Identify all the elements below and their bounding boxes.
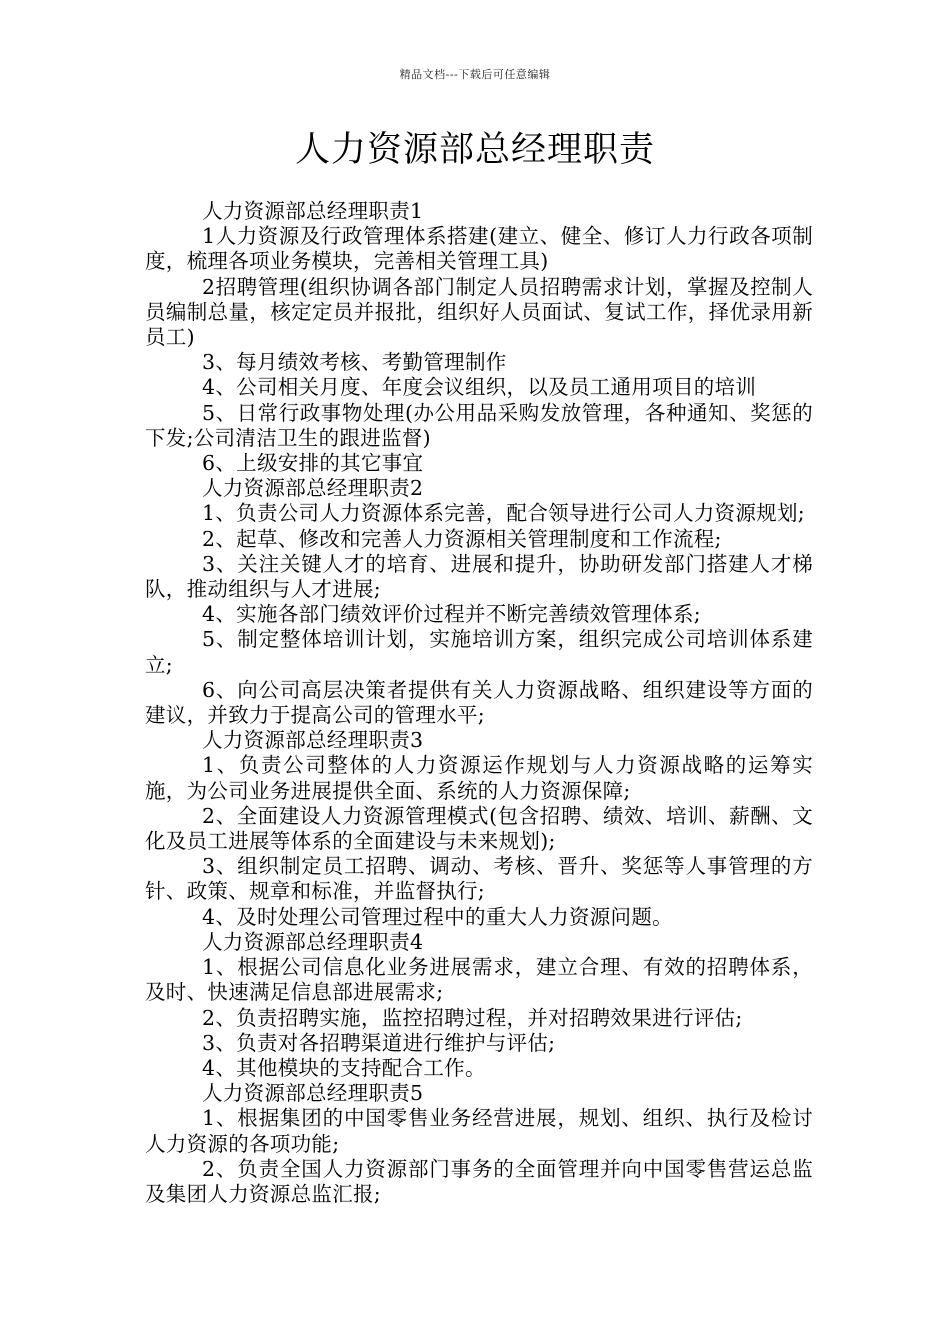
- paragraph: 2、负责招聘实施，监控招聘过程，并对招聘效果进行评估;: [202, 1005, 743, 1030]
- paragraph: 4、其他模块的支持配合工作。: [202, 1055, 486, 1080]
- paragraph: 3、负责对各招聘渠道进行维护与评估;: [202, 1030, 556, 1055]
- paragraph: 4、及时处理公司管理过程中的重大人力资源问题。: [202, 904, 673, 929]
- document-body: [145, 199, 813, 1207]
- paragraph: 3、每月绩效考核、考勤管理制作: [202, 350, 507, 375]
- document-title: 人力资源部总经理职责: [294, 130, 655, 170]
- paragraph: 3、关注关键人才的培育、进展和提升，协助研发部门搭建人才梯队，推动组织与人才进展;: [145, 551, 813, 602]
- section-heading: 人力资源部总经理职责1: [202, 199, 424, 223]
- paragraph: 2、起草、修改和完善人力资源相关管理制度和工作流程;: [202, 526, 722, 551]
- section-heading: 人力资源部总经理职责2: [202, 476, 424, 501]
- paragraph: 5、日常行政事物处理(办公用品采购发放管理，各种通知、奖惩的下发;公司清洁卫生的跟进监督): [145, 400, 813, 450]
- paragraph: 1、负责公司整体的人力资源运作规划与人力资源战略的运筹实施，为公司业务进展提供全面、系统的人力资源保障;: [145, 753, 813, 803]
- paragraph: 6、上级安排的其它事宜: [202, 451, 424, 476]
- paragraph: 2、全面建设人力资源管理模式(包含招聘、绩效、培训、薪酬、文化及员工进展等体系的全面建设与未来规划);: [145, 803, 813, 854]
- paragraph: 4、公司相关月度、年度会议组织，以及员工通用项目的培训: [202, 375, 757, 400]
- paragraph: 6、向公司高层决策者提供有关人力资源战略、组织建设等方面的建议，并致力于提高公司的管理水平;: [145, 677, 813, 728]
- section-heading: 人力资源部总经理职责3: [202, 728, 424, 753]
- section-heading: 人力资源部总经理职责5: [202, 1081, 424, 1106]
- paragraph: 1、负责公司人力资源体系完善，配合领导进行公司人力资源规划;: [202, 501, 805, 526]
- paragraph: 4、实施各部门绩效评价过程并不断完善绩效管理体系;: [202, 602, 701, 627]
- paragraph: 3、组织制定员工招聘、调动、考核、晋升、奖惩等人事管理的方针、政策、规章和标准，并监督执行;: [145, 854, 813, 904]
- paragraph: 2招聘管理(组织协调各部门制定人员招聘需求计划，掌握及控制人员编制总量，核定定员并报批，组织好人员面试、复试工作，择优录用新员工): [145, 274, 813, 350]
- section-heading: 人力资源部总经理职责4: [202, 929, 424, 954]
- paragraph: 1、根据公司信息化业务进展需求，建立合理、有效的招聘体系，及时、快速满足信息部进展需求;: [145, 955, 813, 1005]
- paragraph: 1、根据集团的中国零售业务经营进展，规划、组织、执行及检讨人力资源的各项功能;: [145, 1106, 813, 1156]
- paragraph: 5、制定整体培训计划，实施培训方案，组织完成公司培训体系建立;: [145, 627, 813, 677]
- paragraph: 1人力资源及行政管理体系搭建(建立、健全、修订人力行政各项制度，梳理各项业务模块，完善相关管理工具): [145, 224, 813, 274]
- paragraph: 2、负责全国人力资源部门事务的全面管理并向中国零售营运总监及集团人力资源总监汇报;: [145, 1156, 813, 1206]
- header-note: 精品文档---下载后可任意编辑: [399, 68, 551, 81]
